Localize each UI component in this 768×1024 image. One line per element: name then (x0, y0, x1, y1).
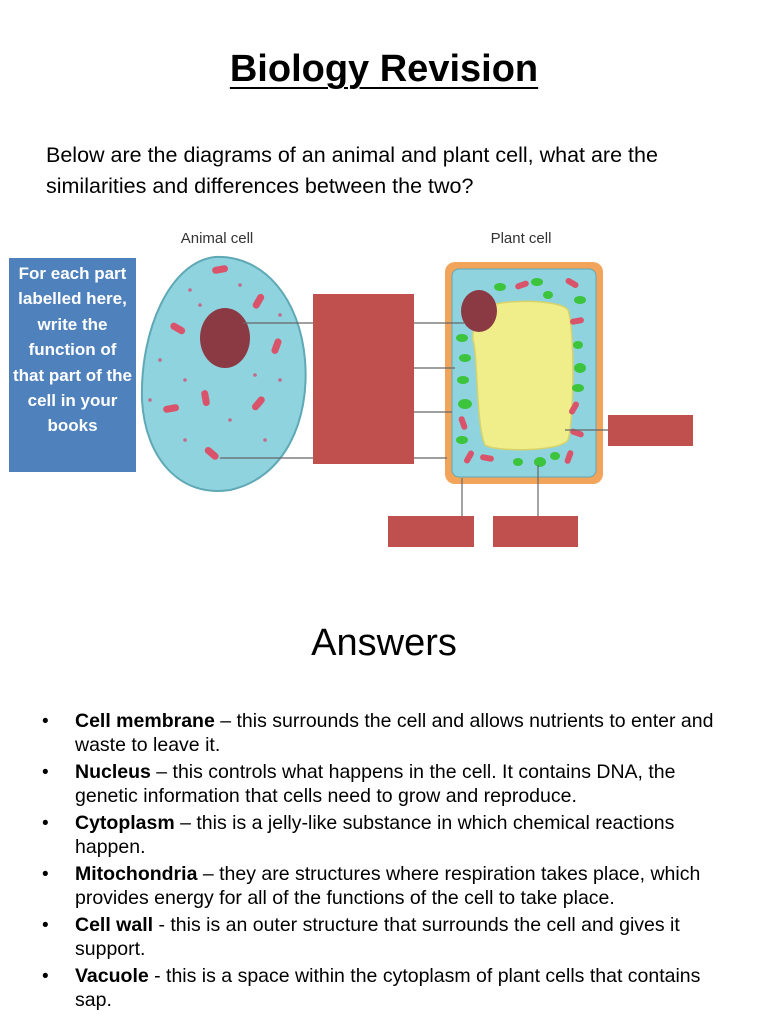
page-title: Biology Revision (229, 48, 539, 90)
label-box-vacuole (608, 415, 693, 446)
answer-term: Mitochondria (75, 863, 198, 885)
plant-nucleus (461, 290, 497, 332)
label-box-cell-wall (388, 516, 474, 547)
answers-list (42, 710, 732, 1016)
answer-text: – this surrounds the cell and allows nutrients to enter and waste to leave it. (75, 710, 714, 756)
animal-cell-membrane (142, 257, 306, 491)
list-item (42, 812, 732, 859)
answer-term: Vacuole (75, 965, 149, 987)
answer-term: Nucleus (75, 761, 151, 783)
answer-text: - this is a space within the cytoplasm of plant cells that contains sap. (75, 965, 701, 1011)
animal-nucleus (200, 308, 250, 368)
list-item (42, 863, 732, 910)
label-box-chloroplast (493, 516, 578, 547)
list-item (42, 965, 732, 1012)
answer-text: - this is an outer structure that surrounds the cell and gives it support. (75, 914, 680, 960)
instruction-note: For each part labelled here, write the function of that part of the cell in your books (9, 258, 136, 472)
answers-heading: Answers (311, 622, 457, 664)
answer-text: – this is a jelly-like substance in which chemical reactions happen. (75, 812, 675, 858)
answer-text: – this controls what happens in the cell. It contains DNA, the genetic information that cells need to grow and reproduce. (75, 761, 676, 807)
animal-cell-label: Animal cell (180, 230, 254, 247)
answer-text: – they are structures where respiration takes place, which provides energy for all of the functions of the cell to take place. (75, 863, 701, 909)
plant-cell (445, 262, 603, 484)
answer-term: Cell membrane (75, 710, 215, 732)
list-item (42, 761, 732, 808)
animal-cell (142, 257, 306, 491)
answer-term: Cell wall (75, 914, 154, 936)
answer-term: Cytoplasm (75, 812, 175, 834)
list-item (42, 914, 732, 961)
label-box-animal (313, 294, 414, 464)
list-item (42, 710, 732, 757)
intro-text: Below are the diagrams of an animal and plant cell, what are the similarities and differences between the two? (46, 143, 658, 198)
plant-cell-label: Plant cell (490, 230, 552, 247)
